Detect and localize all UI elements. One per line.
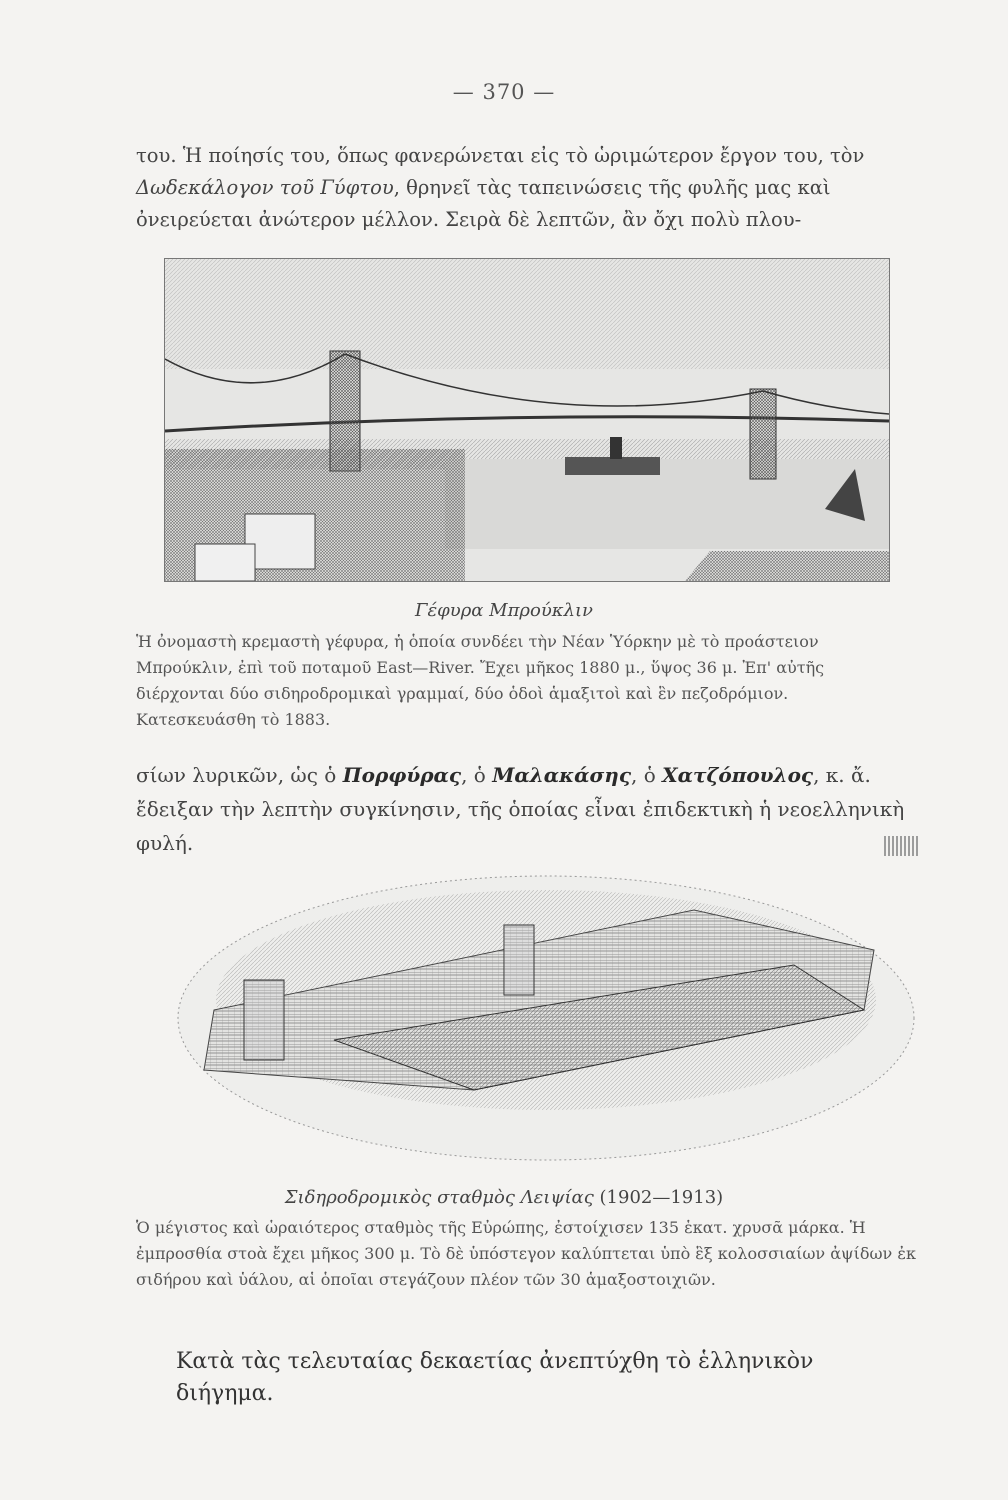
brooklyn-bridge-illustration xyxy=(164,258,890,582)
name-malakasis: Μαλακάσης xyxy=(492,763,632,787)
name-porfyras: Πορφύρας xyxy=(342,763,462,787)
paragraph-mid-part-d: , κ. ἄ. ἔδειξαν τὴν λεπτὴν συγκίνησιν, τῆς ὁποίας εἶναι ἐπιδεκτικὴ ἡ νεοελληνικὴ φυλή. xyxy=(136,763,905,855)
book-title: Δωδεκάλογον τοῦ Γύφτου xyxy=(136,176,394,199)
paragraph-top-part-a: του. Ἡ ποίησίς του, ὅπως φανερώνεται εἰς τὸ ὡριμώτερον ἔργον του, τὸν xyxy=(136,144,865,167)
paragraph-top xyxy=(136,140,918,236)
paragraph-mid-part-b: , ὁ xyxy=(461,763,493,787)
bridge-engraving xyxy=(165,259,889,581)
station-caption-title-italic: Σιδηροδρομικὸς σταθμὸς Λειψίας xyxy=(284,1187,594,1208)
paragraph-mid-part-a: σίων λυρικῶν, ὡς ὁ xyxy=(136,763,343,787)
paragraph-mid-part-c: , ὁ xyxy=(631,763,663,787)
station-caption-title-dates: (1902—1913) xyxy=(599,1187,724,1208)
station-engraving xyxy=(174,870,918,1166)
paragraph-bottom: Κατὰ τὰς τελευταίας δεκαετίας ἀνεπτύχθη τὸ ἑλληνικὸν διήγημα. xyxy=(176,1349,814,1406)
bridge-caption-title: Γέφυρα Μπρούκλιν xyxy=(415,600,593,621)
station-caption-text: Ὁ μέγιστος καὶ ὡραιότερος σταθμὸς τῆς Εὐρώπης, ἐστοίχισεν 135 ἑκατ. χρυσᾶ μάρκα. Ἡ ἐμπροσθία στοὰ ἔχει μῆκος 300 μ. Τὸ δὲ ὑπόστεγον καλύπτεται ὑπὸ ἓξ κολοσσιαίων ἀψίδων ἐκ σιδήρου καὶ ὑάλου, αἱ ὁποῖαι στεγάζουν πλέον τῶν 30 ἁμαξοστοιχιῶν. xyxy=(136,1218,916,1289)
leipzig-station-illustration xyxy=(174,870,918,1166)
page-number: — 370 — xyxy=(452,80,556,104)
bridge-caption-text: Ἡ ὀνομαστὴ κρεμαστὴ γέφυρα, ἡ ὁποία συνδέει τὴν Νέαν Ὑόρκην μὲ τὸ προάστειον Μπρούκλιν, ἐπὶ τοῦ ποταμοῦ East—River. Ἔχει μῆκος 1880 μ., ὕψος 36 μ. Ἐπ' αὐτῆς διέρχονται δύο σιδηροδρομικαὶ γραμμαί, δύο ὁδοὶ ἁμαξιτοὶ καὶ ἓν πεζοδρόμιον. Κατεσκευάσθη τὸ 1883. xyxy=(136,632,825,729)
paragraph-top-part-c: , θρηνεῖ τὰς ταπεινώσεις τῆς φυλῆς μας καὶ ὀνειρεύεται ἀνώτερον μέλλον. Σειρὰ δὲ λεπτῶν, ἂν ὄχι πολὺ πλου- xyxy=(136,176,831,231)
name-hatzopoulos: Χατζόπουλος xyxy=(662,763,814,787)
paragraph-mid xyxy=(136,758,918,860)
station-caption-title xyxy=(0,1187,1008,1208)
print-mark xyxy=(884,836,918,856)
